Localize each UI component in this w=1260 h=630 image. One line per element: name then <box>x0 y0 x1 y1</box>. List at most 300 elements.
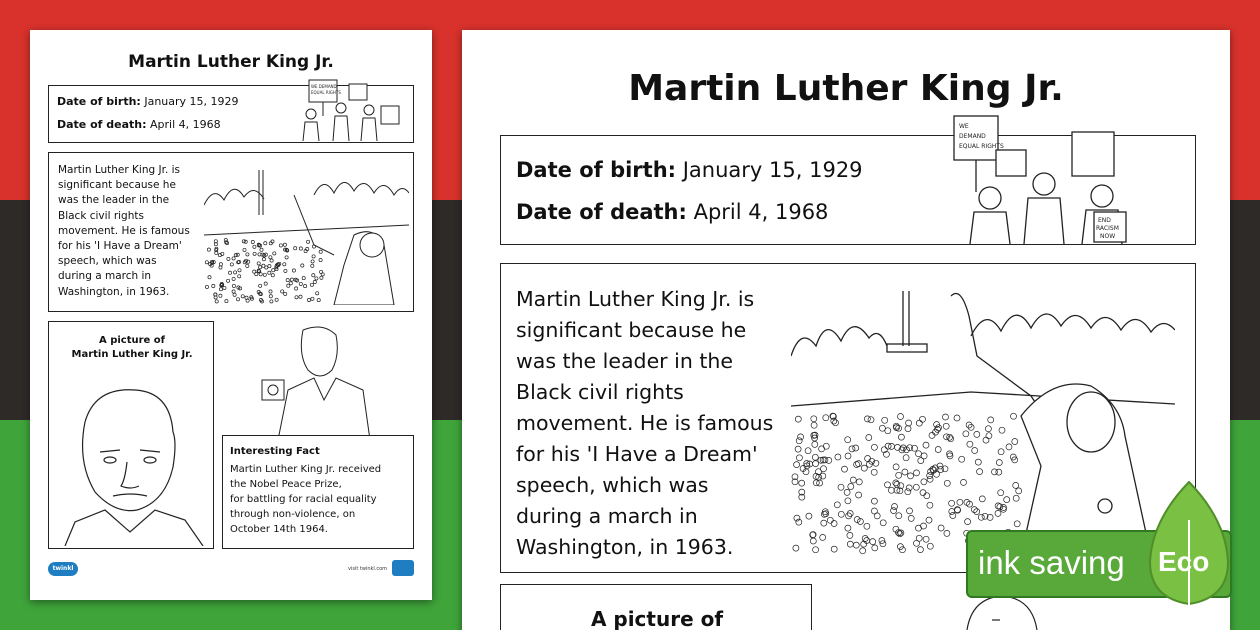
crowd-mark <box>269 290 272 293</box>
picture-label-line1: A picture of <box>98 335 166 346</box>
crowd-mark <box>906 485 912 491</box>
crowd-mark <box>923 442 929 448</box>
crowd-mark <box>871 469 877 475</box>
fact-line: October 14th 1964. <box>230 524 328 535</box>
sig-line: for his 'I Have a Dream' <box>58 240 182 253</box>
crowd-mark <box>979 496 985 502</box>
crowd-mark <box>921 479 927 485</box>
crowd-mark <box>823 415 829 421</box>
crowd-mark <box>944 530 950 536</box>
sig-line: Washington, in 1963. <box>516 535 734 559</box>
crowd-mark <box>1004 497 1010 503</box>
crowd-mark <box>301 264 304 267</box>
crowd-mark <box>806 513 812 519</box>
worksheet-preview-small <box>30 30 432 600</box>
crowd-mark <box>998 449 1004 455</box>
sig-line: movement. He is famous <box>58 224 190 237</box>
crowd-mark <box>844 489 850 495</box>
crowd-mark <box>967 441 973 447</box>
crowd-mark <box>311 260 314 263</box>
crowd-mark <box>845 525 851 531</box>
crowd-mark <box>831 521 837 527</box>
sig-line: for his 'I Have a Dream' <box>516 442 758 466</box>
fact-line: for battling for racial equality <box>230 494 377 505</box>
crowd-mark <box>988 417 994 423</box>
crowd-mark <box>295 296 298 299</box>
crowd-mark <box>992 469 998 475</box>
crowd-mark <box>838 511 844 517</box>
crowd-mark <box>975 459 981 465</box>
death-line <box>57 118 221 131</box>
crowd-mark <box>1012 439 1018 445</box>
crowd-mark <box>228 271 231 274</box>
crowd-mark <box>920 416 926 422</box>
crowd-mark <box>879 538 885 544</box>
crowd-mark <box>264 242 267 245</box>
crowd-mark <box>850 477 856 483</box>
crowd-mark <box>307 240 310 243</box>
crowd-mark <box>885 482 891 488</box>
crowd-mark <box>996 460 1002 466</box>
crowd-mark <box>978 514 984 520</box>
crowd-mark <box>796 455 802 461</box>
crowd-mark <box>892 504 898 510</box>
crowd-mark <box>847 532 853 538</box>
crowd-mark <box>260 248 263 251</box>
fact-title: Interesting Fact <box>230 446 320 457</box>
crowd-mark <box>232 277 235 280</box>
birth-label: Date of birth: <box>57 95 141 108</box>
crowd-mark <box>1006 444 1012 450</box>
crowd-mark <box>234 271 237 274</box>
crowd-mark <box>898 434 904 440</box>
crowd-mark <box>272 269 275 272</box>
crowd-mark <box>1014 521 1020 527</box>
crowd-mark <box>847 541 853 547</box>
crowd-mark <box>895 444 901 450</box>
crowd-mark <box>934 471 940 477</box>
crowd-mark <box>916 451 922 457</box>
crowd-mark <box>845 453 851 459</box>
crowd-mark <box>820 534 826 540</box>
crowd-mark <box>316 292 319 295</box>
ink-saving-text: ink saving <box>978 544 1125 581</box>
crowd-mark <box>995 510 1001 516</box>
crowd-mark <box>295 287 298 290</box>
crowd-mark <box>914 540 920 546</box>
crowd-mark <box>861 541 867 547</box>
crowd-mark <box>224 239 227 242</box>
page-title: Martin Luther King Jr. <box>128 52 334 72</box>
crowd-mark <box>219 288 222 291</box>
sig-line: significant because he <box>516 318 747 342</box>
crowd-mark <box>834 502 840 508</box>
interesting-fact-box <box>222 435 414 549</box>
crowd-mark <box>949 500 955 506</box>
crowd-mark <box>299 295 302 298</box>
crowd-mark <box>868 417 874 423</box>
march-on-washington-illustration <box>204 165 409 305</box>
crowd-mark <box>246 264 249 267</box>
crowd-mark <box>831 546 837 552</box>
crowd-mark <box>998 490 1004 496</box>
sig-line: speech, which was <box>58 255 157 268</box>
crowd-mark <box>223 286 226 289</box>
crowd-mark <box>917 547 923 553</box>
crowd-mark <box>921 453 927 459</box>
crowd-mark <box>845 498 851 504</box>
crowd-mark <box>307 298 310 301</box>
crowd-mark <box>232 257 235 260</box>
crowd-mark <box>284 269 287 272</box>
crowd-mark <box>898 414 904 420</box>
crowd-mark <box>916 420 922 426</box>
crowd-mark <box>812 441 818 447</box>
crowd-mark <box>268 271 271 274</box>
crowd-mark <box>227 279 230 282</box>
birth-label-large: Date of birth: <box>516 158 677 182</box>
crowd-mark <box>311 264 314 267</box>
crowd-mark <box>864 523 870 529</box>
crowd-mark <box>972 448 978 454</box>
crowd-mark <box>856 492 862 498</box>
crowd-mark <box>1013 495 1019 501</box>
crowd-mark <box>938 525 944 531</box>
crowd-mark <box>810 538 816 544</box>
crowd-mark <box>219 294 222 297</box>
death-label-large: Date of death: <box>516 200 687 224</box>
crowd-mark <box>232 284 235 287</box>
crowd-mark <box>270 300 273 303</box>
crowd-mark <box>259 273 262 276</box>
crowd-mark <box>913 484 919 490</box>
crowd-mark <box>246 299 249 302</box>
crowd-mark <box>798 434 804 440</box>
crowd-mark <box>238 275 241 278</box>
crowd-mark <box>811 416 817 422</box>
crowd-mark <box>848 484 854 490</box>
sig-line: during a march in <box>516 504 698 528</box>
crowd-mark <box>269 256 272 259</box>
birth-value-large: January 15, 1929 <box>682 158 863 182</box>
crowd-mark <box>935 447 941 453</box>
crowd-mark <box>799 480 805 486</box>
crowd-mark <box>319 259 322 262</box>
mlk-portrait-illustration <box>55 382 209 546</box>
crowd-mark <box>842 466 848 472</box>
crowd-mark <box>290 278 293 281</box>
crowd-mark <box>902 469 908 475</box>
crowd-mark <box>236 298 239 301</box>
crowd-mark <box>299 282 302 285</box>
crowd-mark <box>259 284 262 287</box>
sign2-text-3: NOW <box>1100 233 1116 240</box>
crowd-mark <box>1016 488 1022 494</box>
death-value: April 4, 1968 <box>150 118 221 131</box>
crowd-mark <box>889 443 895 449</box>
sig-line: was the leader in the <box>58 194 170 207</box>
crowd-mark <box>920 490 926 496</box>
crowd-mark <box>926 517 932 523</box>
crowd-mark <box>241 295 244 298</box>
crowd-mark <box>905 489 911 495</box>
crowd-mark <box>795 446 801 452</box>
crowd-mark <box>253 252 256 255</box>
protest-illustration <box>289 76 413 142</box>
significance-box <box>48 152 414 312</box>
crowd-mark <box>849 446 855 452</box>
crowd-mark <box>986 433 992 439</box>
picture-label-large: A picture of <box>590 607 724 630</box>
crowd-mark <box>1013 482 1019 488</box>
crowd-mark <box>880 520 886 526</box>
death-line-large <box>516 200 828 224</box>
significance-text-large <box>516 284 773 563</box>
mlk-nobel-illustration <box>248 320 378 440</box>
death-value-large: April 4, 1968 <box>693 200 829 224</box>
crowd-mark <box>268 265 271 268</box>
crowd-mark <box>230 263 233 266</box>
picture-box-large <box>500 584 812 630</box>
crowd-mark <box>866 435 872 441</box>
crowd-mark <box>823 443 829 449</box>
crowd-mark <box>320 276 323 279</box>
sig-line: significant because he <box>58 179 176 192</box>
crowd-mark <box>232 290 235 293</box>
crowd-mark <box>286 279 289 282</box>
crowd-mark <box>311 297 314 300</box>
crowd-mark <box>264 282 267 285</box>
crowd-mark <box>870 539 876 545</box>
svg-text:EQUAL RIGHTS: EQUAL RIGHTS <box>311 90 341 95</box>
crowd-mark <box>995 503 1001 509</box>
crowd-mark <box>830 413 836 419</box>
crowd-mark <box>215 300 218 303</box>
crowd-mark <box>279 244 282 247</box>
crowd-mark <box>317 299 320 302</box>
crowd-mark <box>927 543 933 549</box>
crowd-mark <box>275 298 278 301</box>
birth-value: January 15, 1929 <box>144 95 239 108</box>
crowd-mark <box>243 248 246 251</box>
fact-line: through non-violence, on <box>230 509 356 520</box>
crowd-mark <box>294 247 297 250</box>
crowd-mark <box>257 262 260 265</box>
crowd-mark <box>985 426 991 432</box>
crowd-mark <box>265 266 268 269</box>
crowd-mark <box>896 472 902 478</box>
death-label: Date of death: <box>57 118 147 131</box>
footer-badge-icon <box>392 560 414 576</box>
crowd-mark <box>906 420 912 426</box>
crowd-mark <box>821 520 827 526</box>
svg-text:WE DEMAND: WE DEMAND <box>311 84 337 89</box>
crowd-mark <box>907 508 913 514</box>
crowd-mark <box>879 425 885 431</box>
twinkl-logo: twinkl <box>48 562 78 576</box>
crowd-mark <box>1011 413 1017 419</box>
crowd-mark <box>212 284 215 287</box>
sign2-text-1: END <box>1098 217 1111 224</box>
crowd-mark <box>957 499 963 505</box>
crowd-mark <box>954 415 960 421</box>
birth-line-large <box>516 158 863 182</box>
sign2-text-2: RACISM <box>1096 225 1119 232</box>
crowd-mark <box>924 493 930 499</box>
crowd-mark <box>812 454 818 460</box>
crowd-mark <box>860 548 866 554</box>
significance-box-large <box>500 263 1196 573</box>
crowd-mark <box>796 438 802 444</box>
crowd-mark <box>929 432 935 438</box>
crowd-mark <box>219 263 222 266</box>
crowd-mark <box>977 469 983 475</box>
crowd-mark <box>285 256 288 259</box>
picture-label <box>49 334 215 362</box>
fact-line: the Nobel Peace Prize, <box>230 479 342 490</box>
eco-text: Eco <box>1158 546 1210 577</box>
crowd-mark <box>811 422 817 428</box>
crowd-mark <box>259 266 262 269</box>
crowd-mark <box>871 444 877 450</box>
crowd-mark <box>313 280 316 283</box>
march-on-washington-illustration-large <box>791 286 1175 556</box>
crowd-mark <box>899 447 905 453</box>
fact-text <box>230 462 381 537</box>
crowd-mark <box>233 293 236 296</box>
crowd-mark <box>864 538 870 544</box>
sig-line: Martin Luther King Jr. is <box>516 287 755 311</box>
crowd-mark <box>246 253 249 256</box>
crowd-mark <box>943 414 949 420</box>
crowd-mark <box>891 508 897 514</box>
crowd-mark <box>908 473 914 479</box>
birth-line <box>57 95 239 108</box>
crowd-mark <box>208 276 211 279</box>
crowd-mark <box>914 470 920 476</box>
crowd-mark <box>253 245 256 248</box>
crowd-mark <box>965 519 971 525</box>
crowd-mark <box>853 445 859 451</box>
sign-text-3: EQUAL RIGHTS <box>959 143 1004 150</box>
crowd-mark <box>908 515 914 521</box>
sig-line: Black civil rights <box>516 380 684 404</box>
crowd-mark <box>813 547 819 553</box>
crowd-mark <box>923 536 929 542</box>
sig-line: Black civil rights <box>58 209 144 222</box>
crowd-mark <box>273 252 276 255</box>
crowd-mark <box>292 269 295 272</box>
crowd-mark <box>815 469 821 475</box>
crowd-mark <box>319 250 322 253</box>
crowd-mark <box>861 465 867 471</box>
footer-url: visit twinkl.com <box>348 566 388 572</box>
crowd-mark <box>813 461 819 467</box>
crowd-mark <box>983 437 989 443</box>
crowd-mark <box>827 517 833 523</box>
crowd-mark <box>944 480 950 486</box>
sign-text-1: WE <box>959 123 969 130</box>
crowd-mark <box>963 431 969 437</box>
sig-line: speech, which was <box>516 473 709 497</box>
crowd-mark <box>943 423 949 429</box>
crowd-mark <box>871 498 877 504</box>
crowd-mark <box>238 269 241 272</box>
crowd-mark <box>856 461 862 467</box>
crowd-mark <box>262 258 265 261</box>
crowd-mark <box>927 502 933 508</box>
crowd-mark <box>270 259 273 262</box>
crowd-mark <box>283 263 286 266</box>
crowd-mark <box>795 416 801 422</box>
crowd-mark <box>903 455 909 461</box>
page-title-large: Martin Luther King Jr. <box>628 68 1064 109</box>
crowd-mark <box>299 247 302 250</box>
crowd-mark <box>950 513 956 519</box>
crowd-mark <box>838 484 844 490</box>
dates-box <box>48 85 414 143</box>
significance-text <box>58 163 208 300</box>
crowd-mark <box>888 487 894 493</box>
crowd-mark <box>219 266 222 269</box>
crowd-mark <box>269 295 272 298</box>
crowd-mark <box>271 274 274 277</box>
crowd-mark <box>974 431 980 437</box>
crowd-mark <box>938 467 944 473</box>
crowd-mark <box>302 277 305 280</box>
crowd-mark <box>253 270 256 273</box>
crowd-mark <box>856 479 862 485</box>
crowd-mark <box>205 261 208 264</box>
crowd-mark <box>794 462 800 468</box>
crowd-mark <box>283 243 286 246</box>
sig-line: during a march in <box>58 270 152 283</box>
crowd-mark <box>921 523 927 529</box>
picture-label-line2: Martin Luther King Jr. <box>71 349 193 360</box>
crowd-mark <box>227 257 230 260</box>
crowd-mark <box>862 536 868 542</box>
crowd-mark <box>207 248 210 251</box>
crowd-mark <box>263 273 266 276</box>
sig-line: movement. He is famous <box>516 411 774 435</box>
crowd-mark <box>225 300 228 303</box>
crowd-mark <box>896 513 902 519</box>
sig-line: was the leader in the <box>516 349 733 373</box>
picture-box <box>48 321 214 549</box>
crowd-mark <box>949 509 955 515</box>
crowd-mark <box>893 464 899 470</box>
crowd-mark <box>865 456 871 462</box>
crowd-mark <box>853 542 859 548</box>
crowd-mark <box>281 290 284 293</box>
crowd-mark <box>251 240 254 243</box>
crowd-mark <box>999 427 1005 433</box>
crowd-mark <box>833 420 839 426</box>
crowd-mark <box>289 282 292 285</box>
protest-illustration-large <box>952 112 1182 244</box>
sig-line: Martin Luther King Jr. is <box>58 164 181 176</box>
crowd-mark <box>961 479 967 485</box>
crowd-mark <box>927 476 933 482</box>
crowd-mark <box>205 285 208 288</box>
crowd-mark <box>810 532 816 538</box>
crowd-mark <box>312 274 315 277</box>
crowd-mark <box>872 545 878 551</box>
crowd-mark <box>871 508 877 514</box>
crowd-mark <box>805 448 811 454</box>
crowd-mark <box>793 545 799 551</box>
crowd-mark <box>312 255 315 258</box>
